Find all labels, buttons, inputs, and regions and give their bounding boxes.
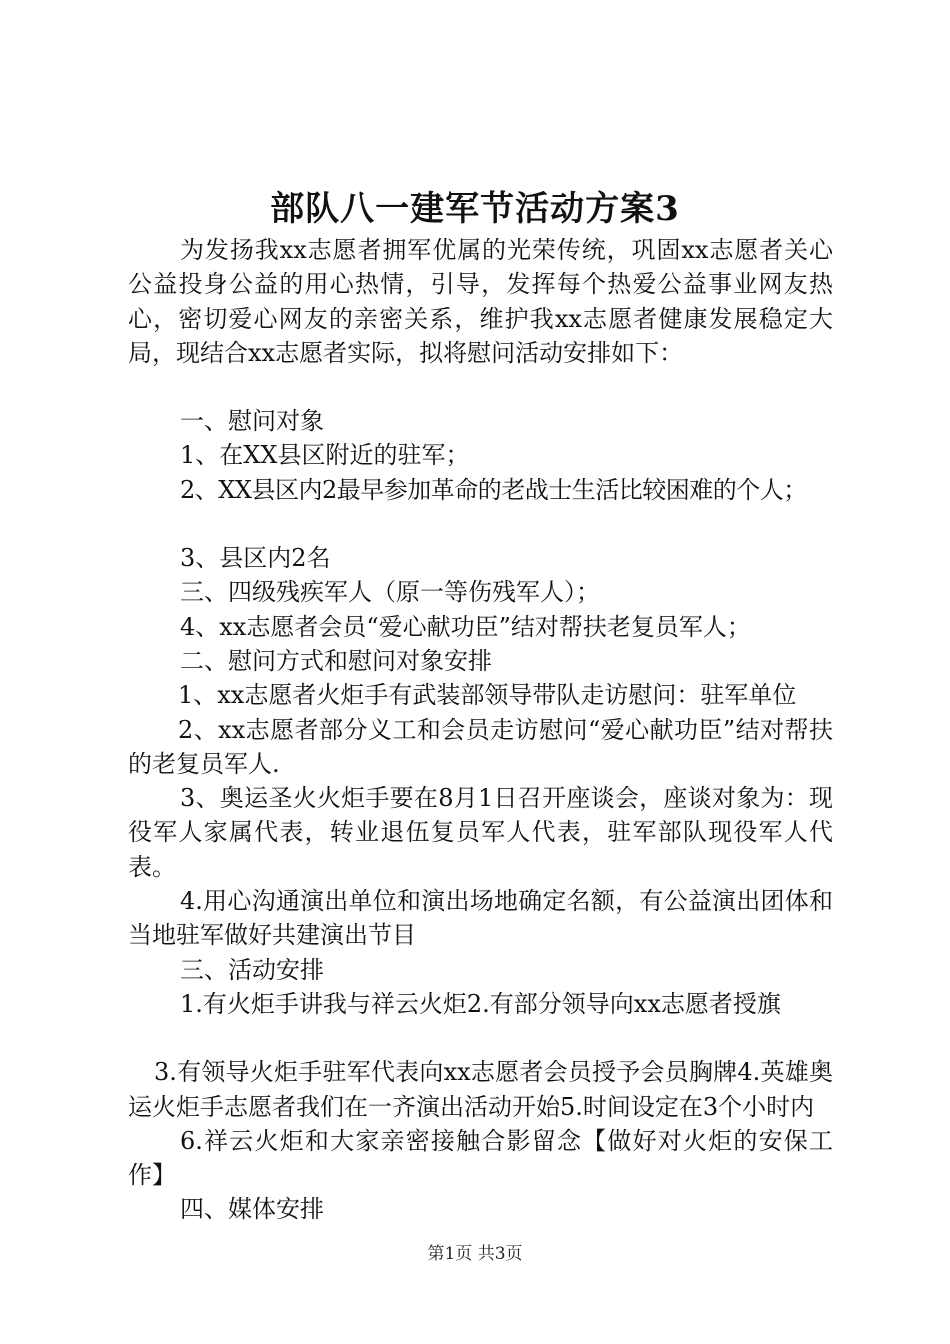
section-heading-1: 一、慰问对象 xyxy=(180,407,324,436)
page-footer: 第1页 共3页 xyxy=(427,1244,523,1264)
list-item: 3、县区内2名 xyxy=(180,544,331,573)
list-item: 三、四级残疾军人（原一等伤残军人）； xyxy=(180,578,600,607)
list-item: 2、XX县区内2最早参加革命的老战士生活比较困难的个人； xyxy=(180,475,807,504)
list-item: 3.有领导火炬手驻军代表向xx志愿者会员授予会员胸牌4.英雄奥运火炬手志愿者我们在一齐演出活动开始5.时间设定在3个小时内 xyxy=(128,1058,833,1121)
list-item: 6.祥云火炬和大家亲密接触合影留念【做好对火炬的安保工作】 xyxy=(128,1126,833,1190)
document-body xyxy=(128,233,833,1227)
page-title: 部队八一建军节活动方案3 xyxy=(270,189,680,229)
list-item: 3、奥运圣火火炬手要在8月1日召开座谈会，座谈对象为：现役军人家属代表，转业退伍复员军人代表，驻军部队现役军人代表。 xyxy=(128,784,833,881)
intro-paragraph: 为发扬我xx志愿者拥军优属的光荣传统，巩固xx志愿者关心公益投身公益的用心热情，引导，发挥每个热爱公益事业网友热心，密切爱心网友的亲密关系，维护我xx志愿者健康发展稳定大局，现结合xx志愿者实际，拟将慰问活动安排如下： xyxy=(128,236,833,367)
section-heading-2: 二、慰问方式和慰问对象安排 xyxy=(180,646,492,675)
section-heading-3: 三、活动安排 xyxy=(180,955,324,984)
list-item: 1、在XX县区附近的驻军； xyxy=(180,441,470,470)
paragraph-gap xyxy=(128,507,833,541)
list-item: 1.有火炬手讲我与祥云火炬2.有部分领导向xx志愿者授旗 xyxy=(180,989,781,1018)
list-item: 4、xx志愿者会员“爱心献功臣”结对帮扶老复员军人； xyxy=(180,612,751,641)
list-item: 1、xx志愿者火炬手有武装部领导带队走访慰问：驻军单位 xyxy=(178,681,797,710)
list-item: 2、xx志愿者部分义工和会员走访慰问“爱心献功臣”结对帮扶的老复员军人. xyxy=(128,715,833,778)
section-heading-4: 四、媒体安排 xyxy=(180,1195,324,1224)
paragraph-gap xyxy=(128,370,833,404)
paragraph-gap xyxy=(128,1021,833,1055)
list-item: 4.用心沟通演出单位和演出场地确定名额，有公益演出团体和当地驻军做好共建演出节目 xyxy=(128,887,833,950)
